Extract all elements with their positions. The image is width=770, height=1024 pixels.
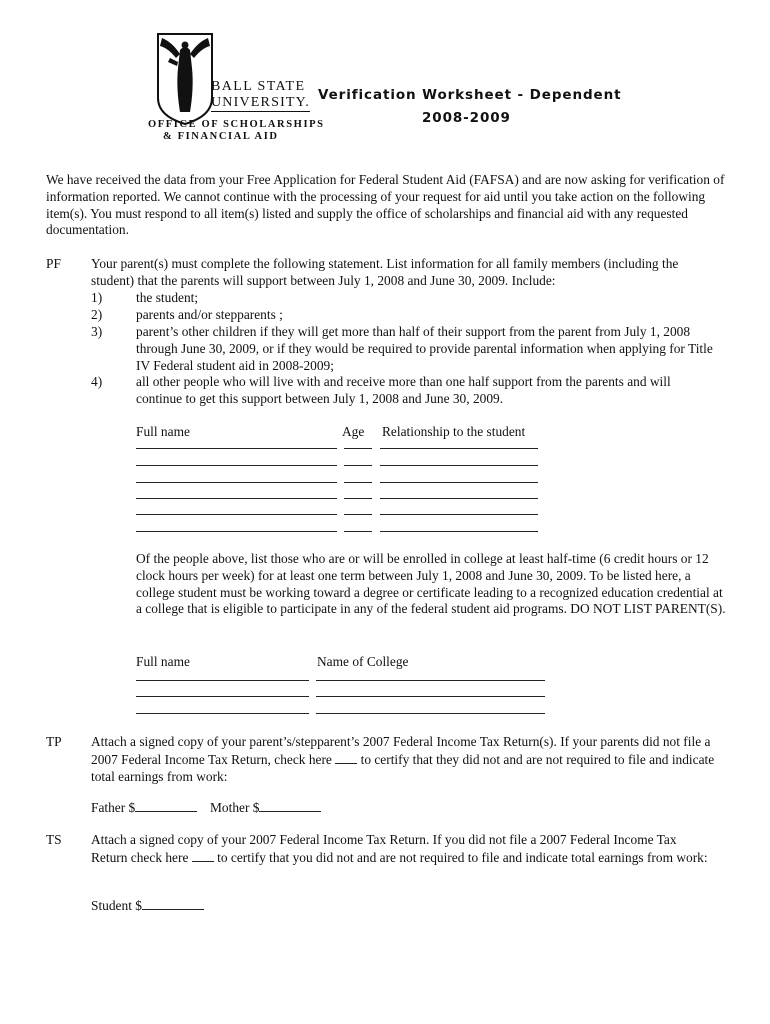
university-logo bbox=[150, 28, 220, 128]
pf-item-text-1: the student; bbox=[136, 290, 199, 305]
college-enrollment-paragraph: Of the people above, list those who are or will be enrolled in college at least half-time (6 credit hours or 12 clock hours per week) for at least one term between July 1, 2008 and June 30, 2009. To be listed here, a college student must be working toward a degree or certificate leading to a recognized education credential at a college that is eligible to participate in any of the federal student aid programs. DO NOT LIST PARENT(S). bbox=[136, 551, 726, 617]
office-name-line2: & FINANCIAL AID bbox=[163, 131, 279, 142]
university-name-line1: BALL STATE bbox=[211, 79, 306, 94]
table1-header-age: Age bbox=[342, 424, 365, 439]
full-name-field[interactable] bbox=[136, 531, 337, 532]
pf-item-text-3: parent’s other children if they will get more than half of their support from the parent from July 1, 2008 through June 30, 2009, or if they would be required to provide parental information when applying for Title IV Federal student aid in 2008-2009; bbox=[136, 324, 713, 373]
relationship-field[interactable] bbox=[380, 465, 538, 466]
table1-header-relationship: Relationship to the student bbox=[382, 424, 526, 439]
worksheet-title: Verification Worksheet - Dependent bbox=[318, 87, 622, 103]
tp-text-a: Attach a signed copy of your parent’s/stepparent’s 2007 Federal Income Tax Return(s). If your parents did not file a 2007 Federal Income Tax Return, check here bbox=[91, 734, 711, 767]
age-field[interactable] bbox=[344, 465, 372, 466]
pf-item-text-4: all other people who will live with and receive more than one half support from the parents and will continue to get this support between July 1, 2008 and June 30, 2009. bbox=[136, 374, 671, 406]
beneficence-statue-icon bbox=[150, 28, 220, 128]
relationship-field[interactable] bbox=[380, 531, 538, 532]
tp-check-field[interactable] bbox=[335, 751, 357, 764]
age-field[interactable] bbox=[344, 448, 372, 449]
ts-code: TS bbox=[46, 832, 62, 847]
pf-item-num-2: 2) bbox=[91, 307, 103, 322]
pf-item-num-4: 4) bbox=[91, 374, 103, 389]
student-label: Student $ bbox=[91, 898, 142, 913]
student-earnings bbox=[91, 897, 204, 915]
ts-text-b: to certify that you did not and are not required to file and indicate total earnings from work: bbox=[217, 849, 708, 865]
intro-paragraph: We have received the data from your Free Application for Federal Student Aid (FAFSA) and are now asking for verification of information reported. We cannot continue with the processing of your request for aid until you take action on the following item(s). You must respond to all item(s) listed and supply the office of scholarships and financial aid with any requested documentation. bbox=[46, 172, 725, 238]
table2-header-full-name: Full name bbox=[136, 654, 190, 669]
father-earnings-field[interactable] bbox=[135, 799, 197, 812]
age-field[interactable] bbox=[344, 514, 372, 515]
mother-label: Mother $ bbox=[210, 800, 260, 815]
ts-paragraph bbox=[91, 832, 711, 867]
table1-header-full-name: Full name bbox=[136, 424, 190, 439]
ts-text-a: Attach a signed copy of your 2007 Federal Income Tax Return. If you did not file a 2007 Federal Income Tax Return check here bbox=[91, 832, 677, 865]
relationship-field[interactable] bbox=[380, 498, 538, 499]
age-field[interactable] bbox=[344, 482, 372, 483]
mother-earnings-field[interactable] bbox=[259, 799, 321, 812]
student-name-field[interactable] bbox=[136, 696, 309, 697]
pf-item-num-1: 1) bbox=[91, 290, 103, 305]
full-name-field[interactable] bbox=[136, 482, 337, 483]
pf-item-text-2: parents and/or stepparents ; bbox=[136, 307, 283, 322]
student-name-field[interactable] bbox=[136, 713, 309, 714]
office-name-line1: OFFICE OF SCHOLARSHIPS bbox=[148, 119, 325, 130]
tp-text-b: to certify that they did not and are not required to file and indicate total earnings from work: bbox=[91, 751, 715, 784]
pf-statement: Your parent(s) must complete the following statement. List information for all family members (including the student) that the parents will support between July 1, 2008 and June 30, 2009. Include: bbox=[91, 256, 679, 288]
tp-paragraph bbox=[91, 734, 731, 785]
pf-code: PF bbox=[46, 256, 61, 271]
age-field[interactable] bbox=[344, 498, 372, 499]
ts-check-field[interactable] bbox=[192, 849, 214, 862]
student-earnings-field[interactable] bbox=[142, 897, 204, 910]
father-label: Father $ bbox=[91, 800, 136, 815]
pf-item-num-3: 3) bbox=[91, 324, 103, 339]
tp-code: TP bbox=[46, 734, 62, 749]
full-name-field[interactable] bbox=[136, 514, 337, 515]
worksheet-year: 2008-2009 bbox=[422, 110, 511, 126]
relationship-field[interactable] bbox=[380, 514, 538, 515]
student-name-field[interactable] bbox=[136, 680, 309, 681]
university-name-line2: UNIVERSITY. bbox=[211, 95, 310, 110]
table2-header-college: Name of College bbox=[317, 654, 409, 669]
father-earnings bbox=[91, 799, 197, 817]
mother-earnings bbox=[210, 799, 321, 817]
full-name-field[interactable] bbox=[136, 465, 337, 466]
college-name-field[interactable] bbox=[316, 680, 545, 681]
full-name-field[interactable] bbox=[136, 448, 337, 449]
college-name-field[interactable] bbox=[316, 696, 545, 697]
college-name-field[interactable] bbox=[316, 713, 545, 714]
full-name-field[interactable] bbox=[136, 498, 337, 499]
relationship-field[interactable] bbox=[380, 482, 538, 483]
relationship-field[interactable] bbox=[380, 448, 538, 449]
age-field[interactable] bbox=[344, 531, 372, 532]
